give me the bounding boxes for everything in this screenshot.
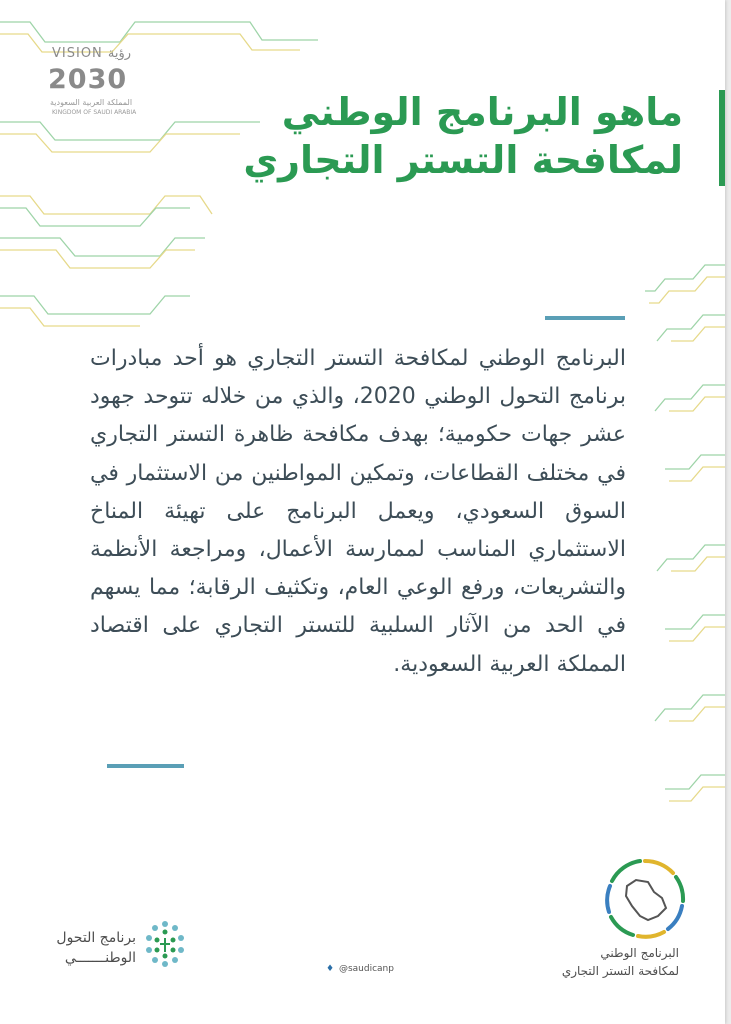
vision-logo-wordmark: VISION رؤية (52, 46, 132, 61)
vision-logo-year: 2030 (48, 64, 128, 95)
bottom-divider (107, 764, 184, 768)
social-handle[interactable] (326, 964, 394, 974)
anp-name-line-2: لمكافحة التستر التجاري (561, 964, 679, 978)
page-title (123, 88, 683, 184)
ntp-program-name (46, 928, 136, 968)
right-side-circuit-decoration (645, 255, 725, 815)
saudi-map-logo-icon (602, 856, 688, 942)
ntp-name-line-1: برنامج التحول (56, 930, 136, 946)
social-handle-text: @saudicanp (338, 964, 394, 974)
ntp-name-line-2: الوطنـــــــي (64, 950, 136, 966)
anp-name-line-1: البرنامج الوطني (600, 946, 679, 960)
vision-logo-kingdom-en: KINGDOM OF SAUDI ARABIA (52, 109, 137, 116)
title-line-2: لمكافحة التستر التجاري (243, 138, 683, 182)
body-paragraph: البرنامج الوطني لمكافحة التستر التجاري هو أحد مبادرات برنامج التحول الوطني 2020، والذي من خلاله تتوحد جهود عشر جهات حكومية؛ بهدف مكافحة ظاهرة التستر التجاري في مختلف القطاعات، وتمكين المواطنين من الاستثمار في السوق السعودي، ويعمل البرنامج على تهيئة المناخ الاستثماري المناسب لممارسة الأعمال، ومراجعة الأنظمة والتشريعات، ورفع الوعي العام، وتكثيف الرقابة؛ مما يسهم في الحد من الآثار السلبية للتستر التجاري على اقتصاد المملكة العربية السعودية. (90, 346, 626, 677)
title-accent-bar (719, 90, 725, 186)
vision-logo-kingdom-ar: المملكة العربية السعودية (50, 98, 133, 107)
national-transformation-logo-icon (141, 918, 189, 972)
twitter-icon: ♦ (326, 964, 335, 974)
top-divider (545, 316, 625, 320)
anp-program-name (519, 944, 679, 980)
title-line-1: ماهو البرنامج الوطني (281, 90, 683, 134)
